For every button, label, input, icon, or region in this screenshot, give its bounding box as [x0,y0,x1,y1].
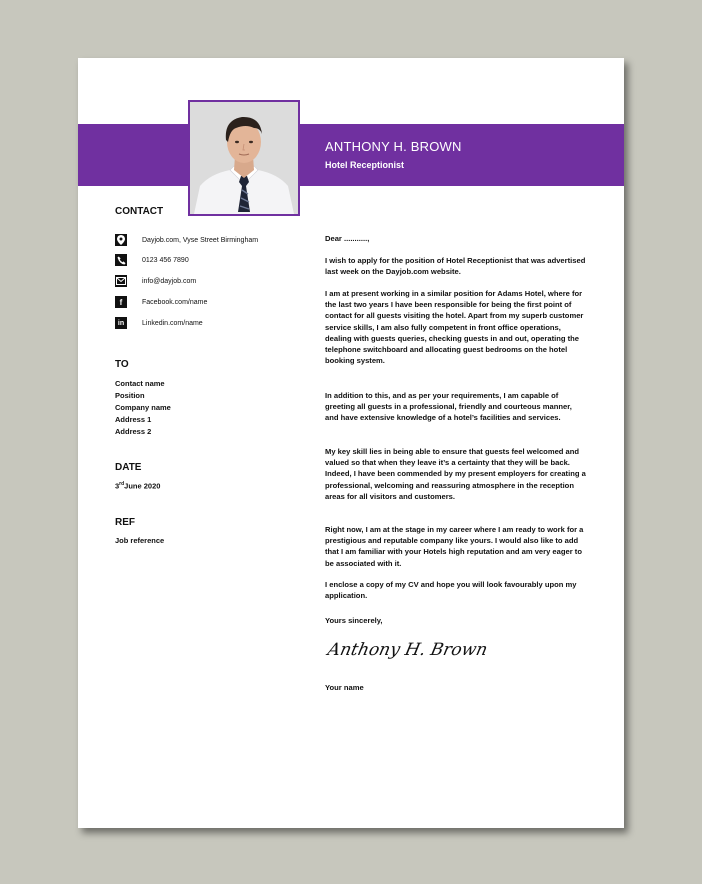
closing [325,615,587,626]
phone-icon [115,254,127,266]
job-title: Hotel Receptionist [325,160,405,170]
to-contact-name: Contact name [115,379,165,388]
letter-paragraph-1 [325,255,587,277]
contact-address [115,233,259,247]
ref-heading: REF [115,517,135,528]
contact-facebook-text[interactable]: Facebook.com/name [142,298,208,306]
contact-phone-text: 0123 456 7890 [142,256,189,264]
person-portrait-icon [190,102,298,214]
date-suffix: rd [119,481,125,487]
to-address-1: Address 1 [115,415,152,424]
paragraph-text: In addition to this, and as per your requirements, I am capable of greeting all guests in a professional, friendly and courteous manner, and have extensive knowledge of a hotel’s facilities and services. [325,391,572,423]
location-pin-icon [115,234,127,246]
contact-email [115,274,197,288]
paragraph-text: I am at present working in a similar position for Adams Hotel, where for the last two years I have been responsible for being the first point of contact for all guests visiting the hotel. Apart from my superb customer service skills, I am also fully competent in front office operations, dealing with guests queries, checking guests in and out, operating the telephone switchboard and allocating guest bedrooms on the hotel booking system. [325,289,584,366]
signature: Anthony H. Brown [325,640,490,660]
contact-heading: CONTACT [115,206,164,217]
paragraph-text: I wish to apply for the position of Hotel Receptionist that was advertised last week on the Dayjob.com website. [325,256,586,277]
salutation [325,233,587,244]
letter-paragraph-3 [325,390,587,424]
your-name [325,682,587,693]
to-company-name: Company name [115,403,171,412]
your-name-text: Your name [325,683,364,692]
paragraph-text: My key skill lies in being able to ensure that guests feel welcomed and valued so that when they leave it’s a certainty that they will be back. Indeed, I have been commended by my present employers for creating a professional, welcoming and reassuring atmosphere in the reception areas for all visitors and customers. [325,447,586,501]
facebook-icon: f [115,296,127,308]
cover-letter-page [78,58,624,828]
contact-facebook [115,295,208,309]
letter-paragraph-5 [325,524,587,569]
paragraph-text: Right now, I am at the stage in my career where I am ready to work for a prestigious and reputable company like yours. I would also like to add that I am familiar with your Hotels high reputation and am very eager to be associated with it. [325,525,584,568]
date-value [115,481,160,491]
applicant-name: ANTHONY H. BROWN [325,139,462,154]
contact-address-text: Dayjob.com, Vyse Street Birmingham [142,236,259,244]
paragraph-text: I enclose a copy of my CV and hope you will look favourably upon my application. [325,580,577,601]
header-band [78,124,624,186]
profile-photo [188,100,300,216]
contact-linkedin-text[interactable]: Linkedin.com/name [142,319,203,327]
letter-paragraph-4 [325,446,587,502]
date-heading: DATE [115,462,142,473]
to-position: Position [115,391,145,400]
letter-paragraph-2 [325,288,587,366]
contact-linkedin [115,316,203,330]
contact-phone [115,253,189,267]
letter-paragraph-6 [325,579,587,601]
contact-email-text[interactable]: info@dayjob.com [142,277,197,285]
to-heading: TO [115,359,129,370]
email-icon [115,275,127,287]
ref-value: Job reference [115,536,165,545]
salutation-text: Dear ..........., [325,234,370,243]
date-rest: June 2020 [124,481,161,491]
linkedin-icon: in [115,317,127,329]
to-address-2: Address 2 [115,427,152,436]
date-day: 3 [115,481,120,491]
closing-text: Yours sincerely, [325,616,383,625]
